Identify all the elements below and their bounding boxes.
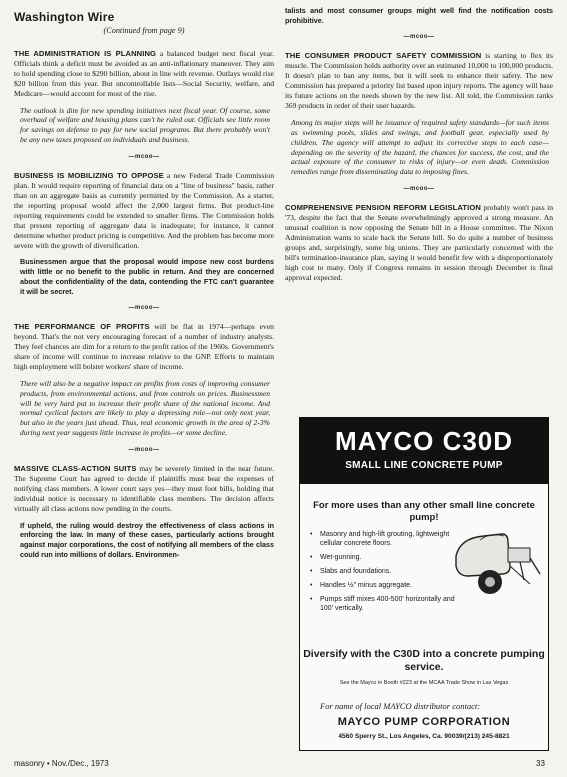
bullet-icon: • — [310, 531, 313, 538]
ad-feature: • Wet-gunning. — [310, 554, 362, 561]
bullet-icon: • — [310, 582, 313, 589]
article-class-action — [14, 464, 274, 514]
article-body: a new Federal Trade Commission plan. It would require reporting of financial data on a "line of business" basis, rather than on an aggregate basis as currently permitted by the Commission. As a starter, the reporting proposal would affect the 2,000 largest firms. But product-line reporting requirements could be extended to smaller firms. The Commission holds that present reporting of aggregate data is inadequate; for instance, it cannot determine whether product pricing is competitive. And the problem has become more severe with the growth of diversification. — [14, 171, 274, 250]
article-body: will be flat in 1974—perhaps even beyond. That's the not very encouraging forecast of a number of industry analysts. They feel chances are dim for a return to the profit ratios of the 1960s. Government's share of income will continue to increase relative to the GNP. Efforts to maintain high employment will bolster workers' share of income. — [14, 322, 274, 371]
ad-booth-note: See the Mayco in Booth #223 at the MCAA Trade Show in Las Vegas — [339, 680, 509, 686]
article-lead: THE PERFORMANCE OF PROFITS — [14, 322, 150, 332]
article-body: may be severely limited in the near future. The Supreme Court has agreed to decide if plaintiffs must bear the expenses of notifying class members. A lower court says yes—they must foot bills, holding that individual notice is necessary to identifiable class members. The decision affects virtually all class actions now pending in the courts. — [14, 464, 274, 513]
ad-tagline: For more uses than any other small line concrete pump! — [313, 500, 535, 523]
article-italic-note: The outlook is dim for new spending initiatives next fiscal year. Of course, some overhaul of welfare and housing plans can't be ruled out. Officials see little room for savings on defense to pay for new social programs. But there probably won't be any new taxes proposed on individuals and business. — [20, 105, 270, 145]
ad-feature: • Pumps stiff mixes 400-500' horizontally and 100' vertically. — [310, 596, 455, 612]
article-lead: THE ADMINISTRATION IS PLANNING — [14, 49, 157, 58]
article-italic-note: Among its major steps will be issuance of required safety standards—for such items as swimming pools, slides and swings, and football gear, especially used by children. The agency will attempt to adjust its corrective steps to each case—depending on the severity of the hazard, the chances for success, the cost, and the actual exposure of the consumer to risks of injury—or even death. Commission remedies range from disseminating data to imposing fines. — [291, 117, 549, 177]
article-profits — [14, 322, 274, 372]
article-continuation: talists and most consumer groups might well find the notification costs prohibitive. — [285, 6, 553, 25]
ad-brand: MAYCO C30D — [334, 426, 514, 456]
separator: — mcoo — — [14, 447, 274, 453]
article-business — [14, 171, 274, 250]
article-lead: COMPREHENSIVE PENSION REFORM LEGISLATION — [285, 203, 481, 213]
ad-feature: • Handles ½" minus aggregate. — [310, 582, 412, 589]
article-pension — [285, 203, 553, 282]
article-bold-note: Businessmen argue that the proposal would impose new cost burdens with little or no benefit to the public in return. And they are concerned about the confidentiality of the data, contending the FTC can't guarantee it will be secret. — [20, 257, 274, 296]
ad-subtitle: SMALL LINE CONCRETE PUMP — [345, 460, 503, 471]
article-body: is starting to flex its muscle. The Commission holds authority over an estimated 10,000 to 100,000 products. It doesn't plan to ban any items, but it will seek to enhance their safety. The new Commission has prepared a priority list based upon injury reports. The agency will base its future actions on the needs shown by the new list. All told, the Commission ranks 369 products in order of their user hazards. — [285, 51, 553, 110]
article-lead: BUSINESS IS MOBILIZING TO OPPOSE — [14, 171, 164, 181]
mayco-advertisement — [299, 417, 549, 751]
ad-address: 4560 Sperry St., Los Angeles, Ca. 90039/(213) 245-8821 — [338, 733, 510, 740]
left-column — [14, 6, 274, 560]
ad-header — [300, 418, 548, 484]
ad-call-to-action: Diversify with the C30D into a concrete pumping service. — [303, 648, 545, 673]
separator: — mcoo — — [285, 186, 553, 192]
continued-note: (Continued from page 9) — [103, 26, 185, 35]
ad-feature: • Masonry and high-lift grouting, lightweight cellular concrete floors. — [310, 531, 450, 547]
separator: — mcoo — — [14, 305, 274, 311]
bullet-icon: • — [310, 596, 313, 603]
article-administration — [14, 49, 274, 99]
article-italic-note: There will also be a negative impact on profits from costs of improving consumer products, from environmental actions, and from controls on prices. Businessmen will be very hard put to increase their profit share of the national income. And normal cyclical factors are likely to play a depressing role—not only next year, but also in the years just ahead. Thus, real economic growth in the area of 2-3% during next year suggests little increase in profits—or some decline. — [20, 378, 270, 438]
ad-corporation-name: MAYCO PUMP CORPORATION — [337, 716, 511, 728]
bullet-icon: • — [310, 554, 313, 561]
right-column — [285, 6, 553, 283]
article-consumer-safety — [285, 51, 553, 110]
article-body: a balanced budget next fiscal year. Officials think a deficit must be avoided as an anti-inflationary maneuver. They aim to hold spending close to $290 billion, about in line with revenue. Outlays would rise $20 billion from this year. But uncontrollable lists—Social Security, welfare, and Medicare—would account for most of the rise. — [14, 49, 274, 98]
ad-feature: • Slabs and foundations. — [310, 568, 392, 575]
article-lead: THE CONSUMER PRODUCT SAFETY COMMISSION — [285, 51, 482, 61]
article-body: probably won't pass in '73, despite the fact that the Senate overwhelmingly approved a strong measure. An unusual coalition is now opposing the Senate bill in a House committee. The Nixon Administration wants to scale back the Senate bill. So do quite a number of business groups and, surprisingly, some big unions. They are particularly concerned with the bill's termination-insurance plan, saying it would benefit few with a disproportionately high cost to many. Only if Congress remains in session through December is final approval expected. — [285, 203, 553, 282]
ad-distributor-note: For name of local MAYCO distributor contact: — [320, 701, 481, 711]
footer-publication: masonry • Nov./Dec., 1973 — [14, 759, 109, 768]
section-title: Washington Wire — [14, 10, 115, 24]
bullet-icon: • — [310, 568, 313, 575]
concrete-pump-illustration — [450, 518, 542, 608]
article-lead: MASSIVE CLASS-ACTION SUITS — [14, 464, 137, 474]
separator: — mcoo — — [14, 154, 274, 160]
ad-feature-list — [310, 530, 460, 618]
separator: — mcoo — — [285, 34, 553, 40]
article-bold-note: If upheld, the ruling would destroy the effectiveness of class actions in enforcing the law. In many of these cases, particularly actions brought against major corporations, the cost of notifying all members of the class could run into millions of dollars. Environmen- — [20, 520, 274, 559]
page-number: 33 — [536, 759, 545, 768]
